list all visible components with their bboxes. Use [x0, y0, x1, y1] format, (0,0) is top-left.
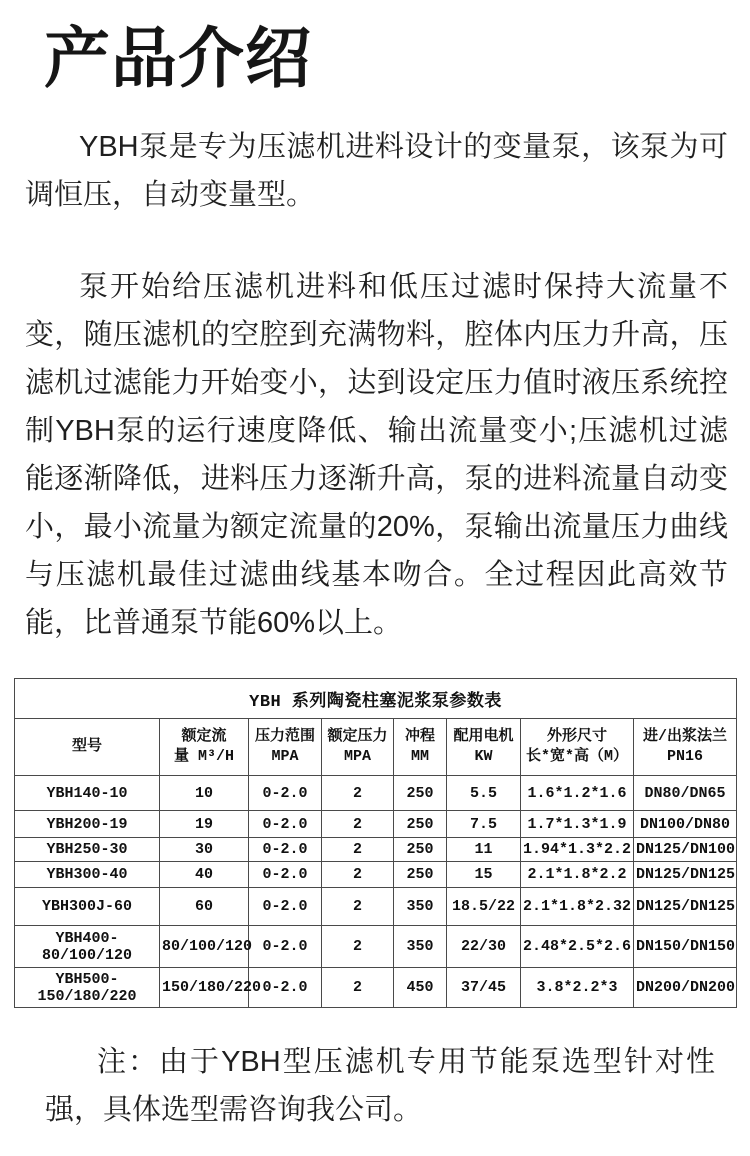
table-cell: YBH400-80/100/120	[15, 926, 160, 968]
table-cell: 2.48*2.5*2.6	[521, 926, 634, 968]
table-cell: 1.6*1.2*1.6	[521, 776, 634, 811]
table-cell: 19	[160, 811, 249, 838]
spec-table	[14, 678, 737, 1008]
table-cell: 1.7*1.3*1.9	[521, 811, 634, 838]
table-cell: 60	[160, 888, 249, 926]
table-cell: YBH300J-60	[15, 888, 160, 926]
table-cell: 350	[394, 888, 447, 926]
table-cell: 250	[394, 811, 447, 838]
note-paragraph: 注：由于YBH型压滤机专用节能泵选型针对性强，具体选型需咨询我公司。	[45, 1046, 715, 1126]
table-cell: 0-2.0	[249, 888, 322, 926]
table-cell: 250	[394, 776, 447, 811]
header-rated-pressure: 额定压力 MPA	[322, 719, 394, 776]
table-cell: DN200/DN200	[634, 968, 737, 1008]
intro-paragraph: YBH泵是专为压滤机进料设计的变量泵，该泵为可调恒压，自动变量型。	[25, 131, 728, 211]
table-cell: 30	[160, 838, 249, 862]
table-cell: 2	[322, 968, 394, 1008]
table-cell: 350	[394, 926, 447, 968]
table-cell: 5.5	[447, 776, 521, 811]
header-motor: 配用电机 KW	[447, 719, 521, 776]
header-flange: 进/出浆法兰 PN16	[634, 719, 737, 776]
table-cell: DN80/DN65	[634, 776, 737, 811]
table-cell: DN125/DN100	[634, 838, 737, 862]
table-cell: YBH140-10	[15, 776, 160, 811]
header-rated-flow: 额定流 量 M³/H	[160, 719, 249, 776]
table-row	[15, 838, 737, 862]
table-cell: YBH250-30	[15, 838, 160, 862]
table-cell: 18.5/22	[447, 888, 521, 926]
table-cell: 2	[322, 776, 394, 811]
table-cell: 2	[322, 926, 394, 968]
table-cell: 0-2.0	[249, 968, 322, 1008]
spec-table-body	[15, 776, 737, 1008]
description-paragraph: 泵开始给压滤机进料和低压过滤时保持大流量不变，随压滤机的空腔到充满物料，腔体内压力升高，压滤机过滤能力开始变小，达到设定压力值时液压系统控制YBH泵的运行速度降低、输出流量变小;压滤机过滤能逐渐降低，进料压力逐渐升高，泵的进料流量自动变小，最小流量为额定流量的20%，泵输出流量压力曲线与压滤机最佳过滤曲线基本吻合。全过程因此高效节能，比普通泵节能60%以上。	[25, 271, 728, 639]
header-stroke: 冲程 MM	[394, 719, 447, 776]
table-title-row	[15, 679, 737, 719]
table-title: YBH 系列陶瓷柱塞泥浆泵参数表	[15, 679, 737, 719]
table-cell: 2	[322, 838, 394, 862]
table-cell: YBH300-40	[15, 862, 160, 888]
table-row	[15, 888, 737, 926]
table-cell: 11	[447, 838, 521, 862]
table-header-row	[15, 719, 737, 776]
table-cell: 2	[322, 862, 394, 888]
table-cell: 2.1*1.8*2.2	[521, 862, 634, 888]
table-cell: 3.8*2.2*3	[521, 968, 634, 1008]
product-intro-page	[0, 18, 750, 1156]
table-cell: 0-2.0	[249, 811, 322, 838]
table-cell: DN150/DN150	[634, 926, 737, 968]
table-cell: 40	[160, 862, 249, 888]
table-cell: DN100/DN80	[634, 811, 737, 838]
table-row	[15, 811, 737, 838]
table-cell: 1.94*1.3*2.2	[521, 838, 634, 862]
table-cell: 2.1*1.8*2.32	[521, 888, 634, 926]
header-dimensions: 外形尺寸 长*宽*高（M）	[521, 719, 634, 776]
table-cell: 15	[447, 862, 521, 888]
page-title: 产品介绍	[44, 21, 312, 95]
table-cell: 37/45	[447, 968, 521, 1008]
table-cell: 0-2.0	[249, 862, 322, 888]
table-cell: YBH500-150/180/220	[15, 968, 160, 1008]
table-cell: DN125/DN125	[634, 862, 737, 888]
table-row	[15, 776, 737, 811]
table-cell: 0-2.0	[249, 926, 322, 968]
table-cell: 80/100/120	[160, 926, 249, 968]
table-cell: 150/180/220	[160, 968, 249, 1008]
table-cell: 2	[322, 888, 394, 926]
header-model: 型号	[15, 719, 160, 776]
table-cell: 0-2.0	[249, 838, 322, 862]
table-row	[15, 926, 737, 968]
table-cell: 10	[160, 776, 249, 811]
table-cell: DN125/DN125	[634, 888, 737, 926]
table-cell: 2	[322, 811, 394, 838]
table-cell: 0-2.0	[249, 776, 322, 811]
table-cell: YBH200-19	[15, 811, 160, 838]
table-cell: 22/30	[447, 926, 521, 968]
table-cell: 250	[394, 862, 447, 888]
table-row	[15, 862, 737, 888]
table-cell: 450	[394, 968, 447, 1008]
header-pressure-range: 压力范围 MPA	[249, 719, 322, 776]
table-row	[15, 968, 737, 1008]
table-cell: 7.5	[447, 811, 521, 838]
table-cell: 250	[394, 838, 447, 862]
